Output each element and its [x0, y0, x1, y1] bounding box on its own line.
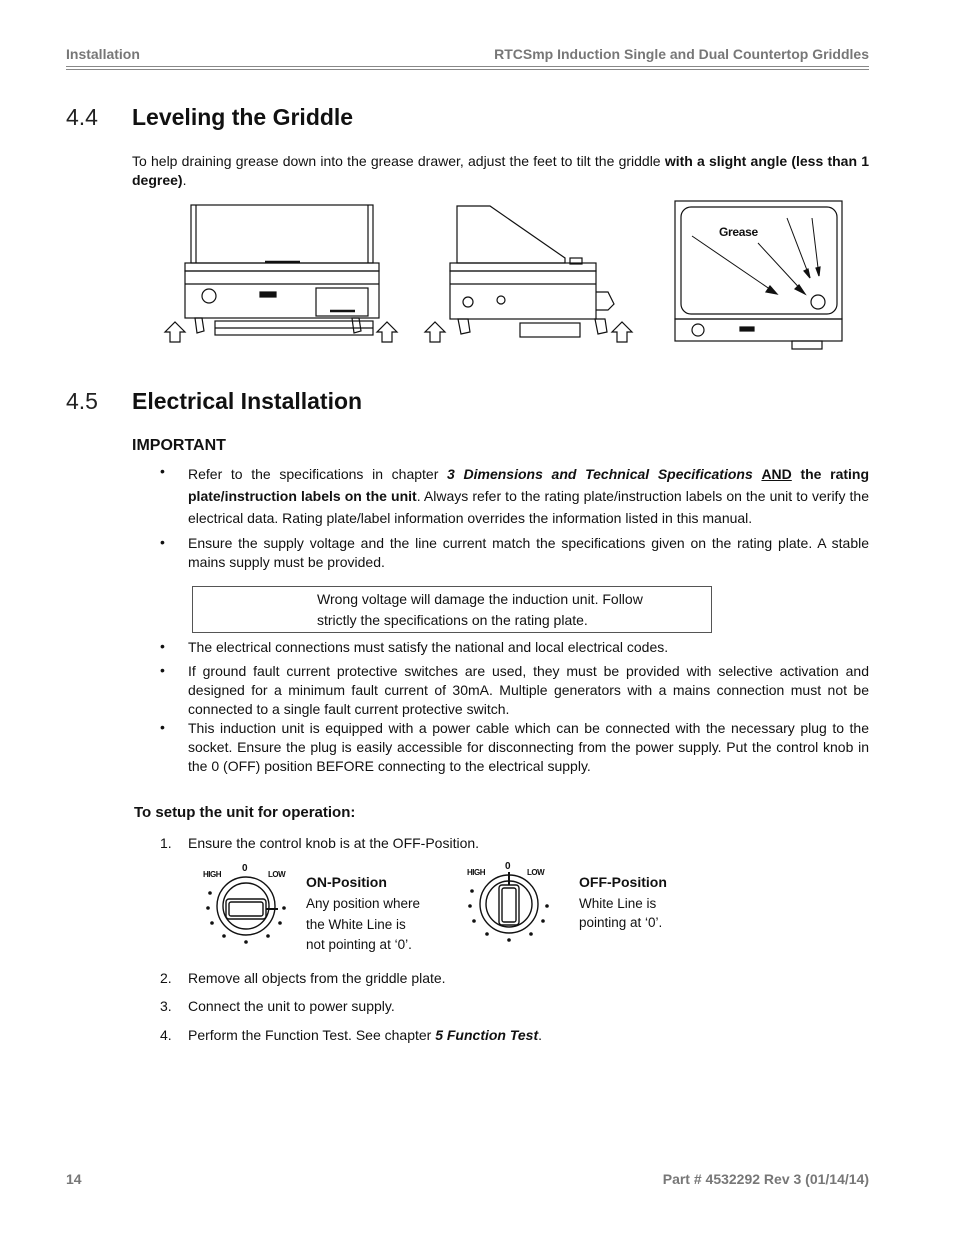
header-rule [66, 66, 869, 67]
header-document-title: RTCSmp Induction Single and Dual Countertop Griddles [494, 46, 869, 62]
knob-high-label: HIGH [203, 870, 221, 879]
section-number: 4.4 [66, 104, 98, 130]
warning-box [192, 586, 712, 633]
grease-label: Grease [719, 225, 758, 239]
on-position-title: ON-Position [306, 874, 387, 890]
griddle-side-view [420, 200, 640, 350]
step-number: 1. [160, 835, 172, 851]
griddle-top-view [672, 198, 847, 353]
section-number: 4.5 [66, 388, 98, 414]
section-title: Electrical Installation [132, 388, 363, 414]
bullet-refer-specs: Refer to the specifications in chapter 3 Dimensions and Technical Specifications AND the rating plate/instruction labels on the unit. Always refer to the rating plate/instruction labels on the unit to verify the electrical data. Rating plate/label information overrides the information listed in this manual. [188, 466, 870, 526]
off-position-description: White Line is pointing at ‘0’. [579, 896, 663, 930]
section-title: Leveling the Griddle [132, 104, 354, 130]
step-number: 3. [160, 998, 172, 1014]
important-heading: IMPORTANT [132, 437, 226, 454]
part-number: Part # 4532292 Rev 3 (01/14/14) [662, 1171, 869, 1187]
header-section-label: Installation [66, 46, 140, 62]
step-text: Perform the Function Test. See chapter 5 Function Test. [188, 1027, 543, 1043]
page-number: 14 [66, 1171, 82, 1187]
bullet-supply-voltage: Ensure the supply voltage and the line current match the specifications given on the rating plate. A stable mains supply must be provided. [188, 535, 869, 570]
bullet-marker: • [160, 638, 165, 654]
knob-zero-label: 0 [242, 863, 248, 874]
header-rule-2 [66, 69, 869, 70]
bullet-marker: • [160, 719, 165, 735]
bullet-marker: • [160, 662, 165, 678]
leveling-intro: To help draining grease down into the grease drawer, adjust the feet to tilt the griddle with a slight angle (less than 1 degree). [132, 153, 870, 188]
bullet-marker: • [160, 534, 165, 550]
knob-zero-label: 0 [505, 861, 511, 872]
step-text: Remove all objects from the griddle plate. [188, 970, 446, 986]
off-position-title: OFF-Position [579, 874, 667, 890]
knob-low-label: LOW [268, 870, 286, 879]
warning-text: Wrong voltage will damage the induction unit. Follow strictly the specifications on the rating plate. [317, 591, 643, 628]
step-text: Connect the unit to power supply. [188, 998, 395, 1014]
knob-low-label: LOW [527, 868, 545, 877]
step-number: 2. [160, 970, 172, 986]
step-number: 4. [160, 1027, 172, 1043]
on-position-description: Any position where the White Line is not pointing at ‘0’. [306, 896, 421, 952]
griddle-front-view [160, 200, 410, 350]
bullet-marker: • [160, 463, 165, 479]
bullet-ground-fault: If ground fault current protective switches are used, they must be provided with selective activation and designed for a minimum fault current of 30mA. Multiple generators with a mains connection must not be connected to a single fault current protective switch. [188, 663, 869, 717]
bullet-power-cable: This induction unit is equipped with a power cable which can be connected with the necessary plug to the socket. Ensure the plug is easily accessible for disconnecting from the power supply. Put the control knob in the 0 (OFF) position BEFORE connecting to the electrical supply. [188, 720, 869, 774]
knob-high-label: HIGH [467, 868, 485, 877]
step-text: Ensure the control knob is at the OFF-Position. [188, 835, 480, 851]
bullet-electrical-codes: The electrical connections must satisfy the national and local electrical codes. [188, 639, 669, 655]
setup-heading: To setup the unit for operation: [134, 804, 356, 821]
